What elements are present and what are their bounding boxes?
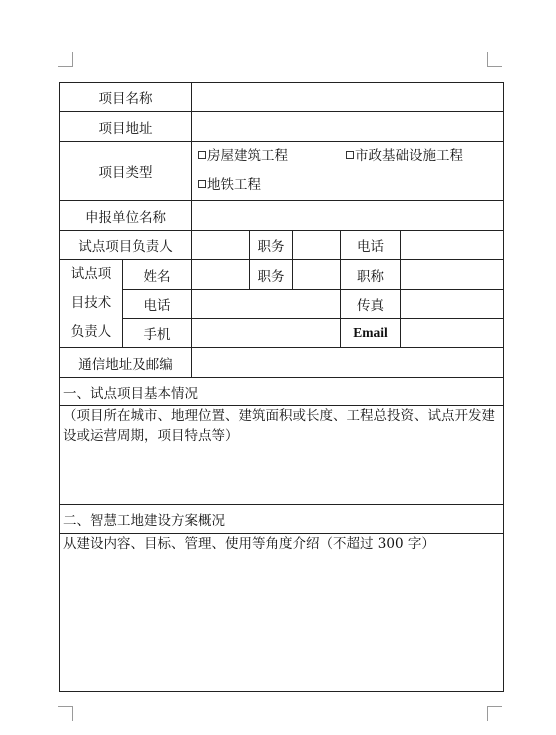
- row-mail-address: [60, 348, 504, 378]
- field-mail-address[interactable]: [192, 348, 504, 378]
- field-position[interactable]: [293, 231, 341, 260]
- label-phone-2: 电话: [123, 290, 192, 319]
- row-tech-leader-mobile: [60, 319, 504, 348]
- application-form-table: [59, 82, 504, 692]
- option-metro[interactable]: [198, 171, 261, 200]
- option-municipal[interactable]: [346, 142, 463, 171]
- field-applicant-unit[interactable]: [192, 201, 504, 231]
- label-project-address: 项目地址: [60, 112, 192, 142]
- project-type-options: [192, 142, 504, 201]
- field-project-address[interactable]: [192, 112, 504, 142]
- field-phone-2[interactable]: [192, 290, 341, 319]
- crop-mark-top-left: [58, 52, 73, 67]
- label-pilot-leader: 试点项目负责人: [60, 231, 192, 260]
- row-section2-body: [60, 534, 504, 692]
- label-name: 姓名: [123, 260, 192, 290]
- section2-hint[interactable]: 从建设内容、目标、管理、使用等角度介绍（不超过 300 字）: [60, 534, 504, 692]
- row-tech-leader-name: [60, 260, 504, 290]
- field-fax[interactable]: [401, 290, 504, 319]
- label-position-2: 职务: [250, 260, 293, 290]
- section1-hint[interactable]: （项目所在城市、地理位置、建筑面积或长度、工程总投资、试点开发建设或运营周期，项目特点等）: [60, 406, 504, 505]
- crop-mark-top-right: [487, 52, 502, 67]
- label-phone: 电话: [341, 231, 401, 260]
- field-project-name[interactable]: [192, 83, 504, 112]
- field-mobile[interactable]: [192, 319, 341, 348]
- row-pilot-leader: [60, 231, 504, 260]
- row-applicant-unit: [60, 201, 504, 231]
- field-position-2[interactable]: [293, 260, 341, 290]
- row-tech-leader-phone: [60, 290, 504, 319]
- crop-mark-bottom-right: [487, 706, 502, 721]
- label-project-name: 项目名称: [60, 83, 192, 112]
- label-fax: 传真: [341, 290, 401, 319]
- row-project-type: [60, 142, 504, 201]
- field-title[interactable]: [401, 260, 504, 290]
- option-metro-label: 地铁工程: [207, 177, 261, 193]
- tech-leader-line-2: 目技术: [70, 295, 112, 311]
- tech-leader-line-1: 试点项: [70, 266, 112, 282]
- option-municipal-label: 市政基础设施工程: [355, 148, 463, 164]
- option-building-label: 房屋建筑工程: [207, 148, 288, 164]
- crop-mark-bottom-left: [58, 706, 73, 721]
- row-section1-title: [60, 378, 504, 406]
- checkbox-municipal[interactable]: [346, 151, 354, 159]
- tech-leader-line-3: 负责人: [70, 324, 112, 340]
- checkbox-metro[interactable]: [198, 180, 206, 188]
- field-email[interactable]: [401, 319, 504, 348]
- field-name[interactable]: [192, 260, 250, 290]
- label-project-type: 项目类型: [60, 142, 192, 201]
- row-section1-body: [60, 406, 504, 505]
- section1-title: 一、试点项目基本情况: [60, 378, 504, 406]
- label-mail-address: 通信地址及邮编: [60, 348, 192, 378]
- label-email: Email: [341, 319, 401, 348]
- label-position: 职务: [250, 231, 293, 260]
- row-section2-title: [60, 505, 504, 534]
- field-phone[interactable]: [401, 231, 504, 260]
- label-mobile: 手机: [123, 319, 192, 348]
- row-project-address: [60, 112, 504, 142]
- row-project-name: [60, 83, 504, 112]
- section2-title: 二、智慧工地建设方案概况: [60, 505, 504, 534]
- label-title: 职称: [341, 260, 401, 290]
- label-applicant-unit: 申报单位名称: [60, 201, 192, 231]
- label-tech-leader: [60, 260, 123, 348]
- option-building[interactable]: [198, 142, 346, 171]
- field-pilot-leader[interactable]: [192, 231, 250, 260]
- checkbox-building[interactable]: [198, 151, 206, 159]
